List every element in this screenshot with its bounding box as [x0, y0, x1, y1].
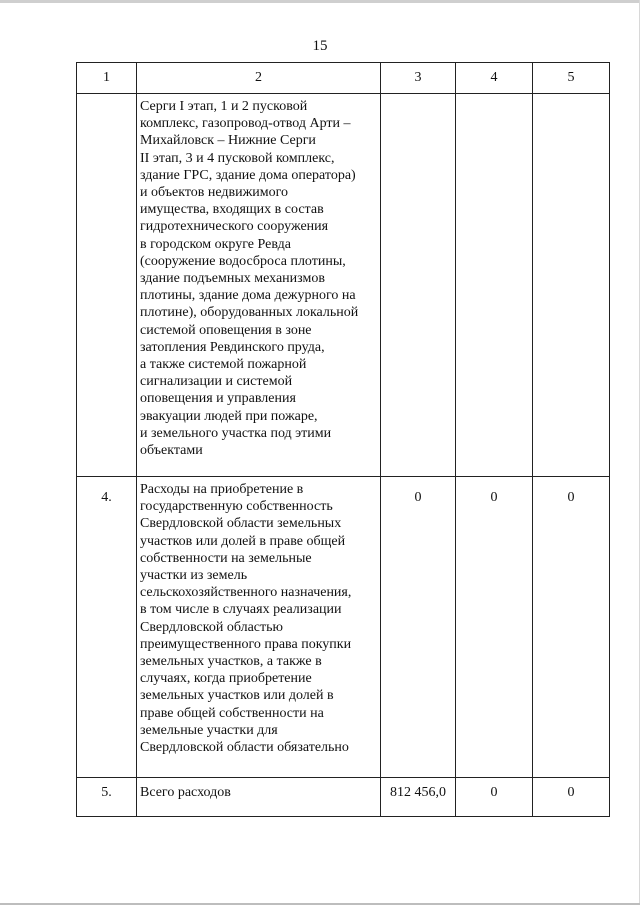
column-header: 3 [381, 63, 456, 94]
row-number [77, 94, 137, 477]
row-description-cell [137, 94, 381, 477]
row-value-col4: 0 [456, 477, 533, 778]
column-header: 2 [137, 63, 381, 94]
row-description-cell [137, 778, 381, 817]
expenses-table [76, 62, 610, 817]
row-value-col3: 0 [381, 477, 456, 778]
column-header: 5 [533, 63, 610, 94]
row-description: Всего расходов [140, 785, 231, 800]
row-description-cell [137, 477, 381, 778]
row-value-col3: 812 456,0 [381, 778, 456, 817]
table-row [77, 94, 610, 477]
row-number: 5. [77, 778, 137, 817]
row-value-col4: 0 [456, 778, 533, 817]
table-row [77, 778, 610, 817]
row-description: Серги I этап, 1 и 2 пусковой комплекс, газопровод-отвод Арти – Михайловск – Нижние Серги II этап, 3 и 4 пусковой комплекс, здание ГРС, здание дома оператора) и объектов недвижимого имущества, входящих в состав гидротехнического сооружения в городском округе Ревда (сооружение водосброса плотины, здание подъемных механизмов плотины, здание дома дежурного на плотине), оборудованных локальной системой оповещения в зоне затопления Ревдинского пруда, а также системой пожарной сигнализации и системой оповещения и управления эвакуации людей при пожаре, и земельного участка под этими объектами [140, 99, 359, 459]
column-header: 4 [456, 63, 533, 94]
page-number: 15 [312, 38, 328, 54]
row-value-col3 [381, 94, 456, 477]
row-value-col5 [533, 94, 610, 477]
scan-edge-top [0, 0, 640, 3]
row-number: 4. [77, 477, 137, 778]
column-header: 1 [77, 63, 137, 94]
row-description: Расходы на приобретение в государственную собственность Свердловской области земельных участков или долей в праве общей собственности на земельные участки из земель сельскохозяйственного назначения, в том числе в случаях реализации Свердловской областью преимущественного права покупки земельных участков, а также в случаях, когда приобретение земельных участков или долей в праве общей собственности на земельные участки для Свердловской области обязательно [140, 482, 352, 756]
row-value-col5: 0 [533, 477, 610, 778]
row-value-col4 [456, 94, 533, 477]
row-value-col5: 0 [533, 778, 610, 817]
table-header-row [77, 63, 610, 94]
table-row [77, 477, 610, 778]
